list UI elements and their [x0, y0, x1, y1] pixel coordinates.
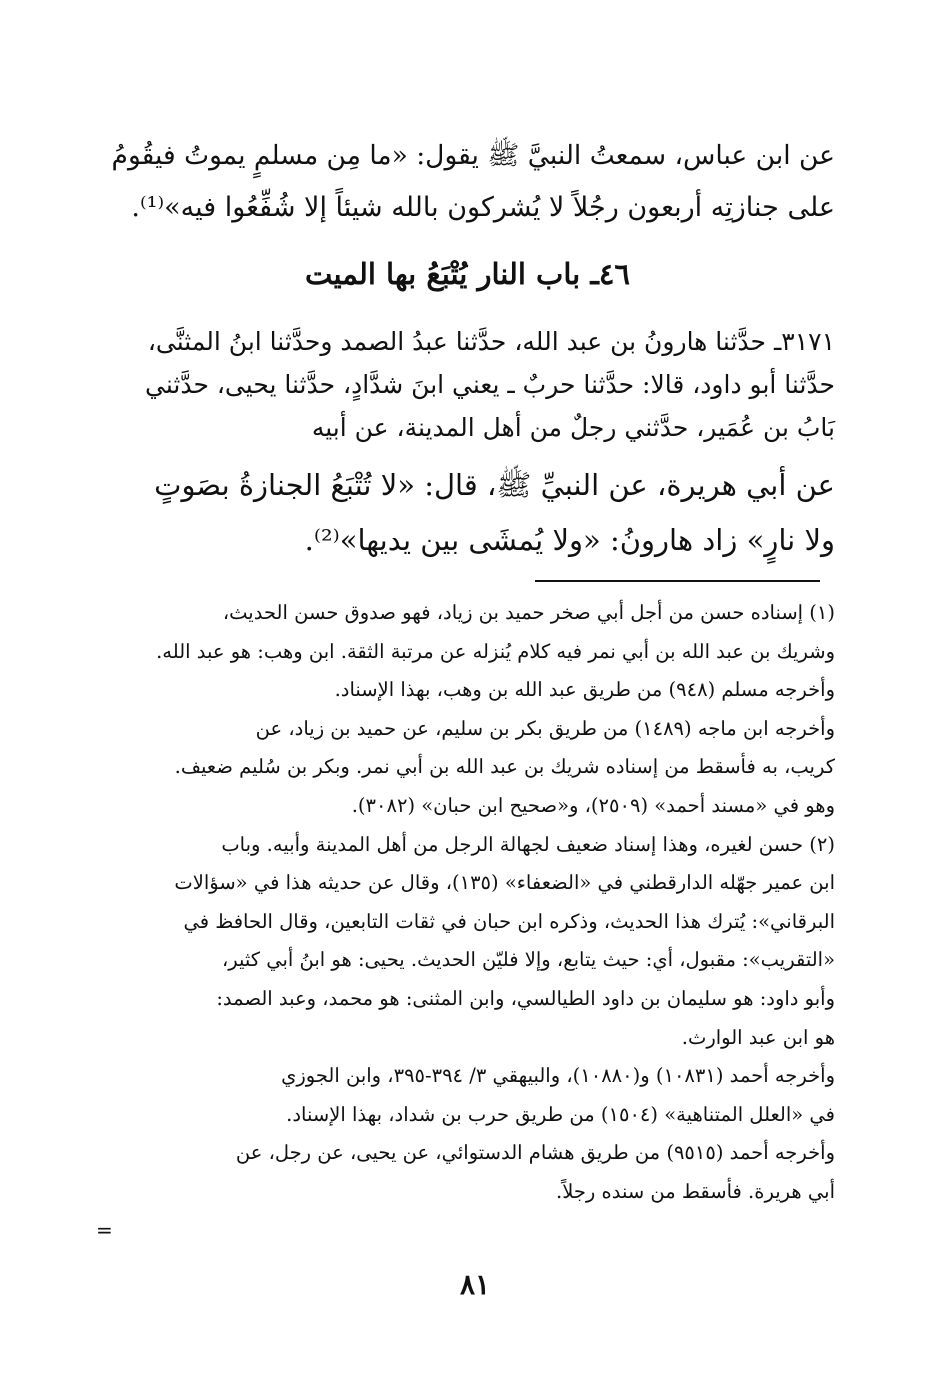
- intro-line: عن ابن عباس، سمعتُ النبيَّ ﷺ يقول: «ما مِن مسلمٍ يموتُ فيقُومُ: [111, 140, 835, 171]
- footnote-line: وأخرجه مسلم (٩٤٨) من طريق عبد الله بن وهب، بهذا الإسناد.: [334, 678, 835, 702]
- isnad-line: بَابُ بن عُمَير، حدَّثني رجلٌ من أهل المدينة، عن أبيه: [311, 413, 835, 442]
- footnote-divider: [535, 580, 820, 582]
- chapter-heading: ٤٦ـ باب النار يُتْبَعُ بها الميت: [305, 257, 630, 291]
- continuation-mark: =: [96, 1218, 113, 1242]
- isnad-line: ٣١٧١ـ حدَّثنا هارونُ بن عبد الله، حدَّثنا عبدُ الصمد وحدَّثنا ابنُ المثنَّى،: [147, 327, 835, 356]
- isnad-line: حدَّثنا أبو داود، قالا: حدَّثنا حربٌ ـ يعني ابنَ شدَّادٍ، حدَّثنا يحيى، حدَّثني: [145, 370, 835, 399]
- hadith-isnad: [100, 320, 835, 449]
- footnote-line: وأبو داود: هو سليمان بن داود الطيالسي، وابن المثنى: هو محمد، وعبد الصمد:: [216, 986, 835, 1010]
- footnote-line: وأخرجه أحمد (١٠٨٣١) و(١٠٨٨٠)، والبيهقي ٣/ ٣٩٤-٣٩٥، وابن الجوزي: [281, 1064, 835, 1088]
- footnote-line: (١) إسناده حسن من أجل أبي صخر حميد بن زياد، فهو صدوق حسن الحديث،: [222, 601, 835, 624]
- footnote-line: وأخرجه ابن ماجه (١٤٨٩) من طريق بكر بن سليم، عن حميد بن زياد، عن: [255, 716, 835, 740]
- footnote-line: ابن عمير جهّله الدارقطني في «الضعفاء» (١٣٥)، وقال عن حديثه هذا في «سؤالات: [174, 871, 835, 895]
- matn-line: ولا نارٍ» زاد هارونُ: «ولا يُمشَى بين يديها»⁽²⁾.: [304, 523, 835, 557]
- footnote-line: في «العلل المتناهية» (١٥٠٤) من طريق حرب بن شداد، بهذا الإسناد.: [286, 1102, 835, 1126]
- footnote-line: وشريك بن عبد الله بن أبي نمر فيه كلام يُنزله عن مرتبة الثقة. ابن وهب: هو عبد الله.: [156, 639, 835, 663]
- footnote-line: البرقاني»: يُترك هذا الحديث، وذكره ابن حبان في ثقات التابعين، وقال الحافظ في: [183, 909, 835, 933]
- footnote-line: أبي هريرة. فأسقط من سنده رجلاً.: [556, 1179, 835, 1203]
- footnotes: [100, 594, 835, 1212]
- intro-text: [100, 130, 835, 234]
- footnote-line: (٢) حسن لغيره، وهذا إسناد ضعيف لجهالة الرجل من أهل المدينة وأبيه. وباب: [221, 832, 835, 856]
- footnote-line: هو ابن عبد الوارث.: [681, 1025, 835, 1049]
- footnote-line: «التقريب»: مقبول، أي: حيث يتابع، وإلا فليّن الحديث. يحيى: هو ابنُ أبي كثير،: [221, 948, 835, 972]
- matn-line: عن أبي هريرة، عن النبيِّ ﷺ، قال: «لا تُتْبَعُ الجنازةُ بصَوتٍ: [154, 468, 835, 502]
- hadith-matn: [100, 458, 835, 568]
- footnote-line: وأخرجه أحمد (٩٥١٥) من طريق هشام الدستوائي، عن يحيى، عن رجل، عن: [235, 1141, 835, 1165]
- footnote-line: وهو في «مسند أحمد» (٢٥٠٩)، و«صحيح ابن حبان» (٣٠٨٢).: [351, 793, 835, 817]
- footnote-line: كريب، به فأسقط من إسناده شريك بن عبد الله بن أبي نمر. وبكر بن سُليم ضعيف.: [174, 755, 835, 779]
- intro-line: على جنازتِه أربعون رجُلاً لا يُشركون بالله شيئاً إلا شُفِّعُوا فيه»⁽¹⁾.: [131, 192, 835, 223]
- page-number: ٨١: [459, 1268, 491, 1301]
